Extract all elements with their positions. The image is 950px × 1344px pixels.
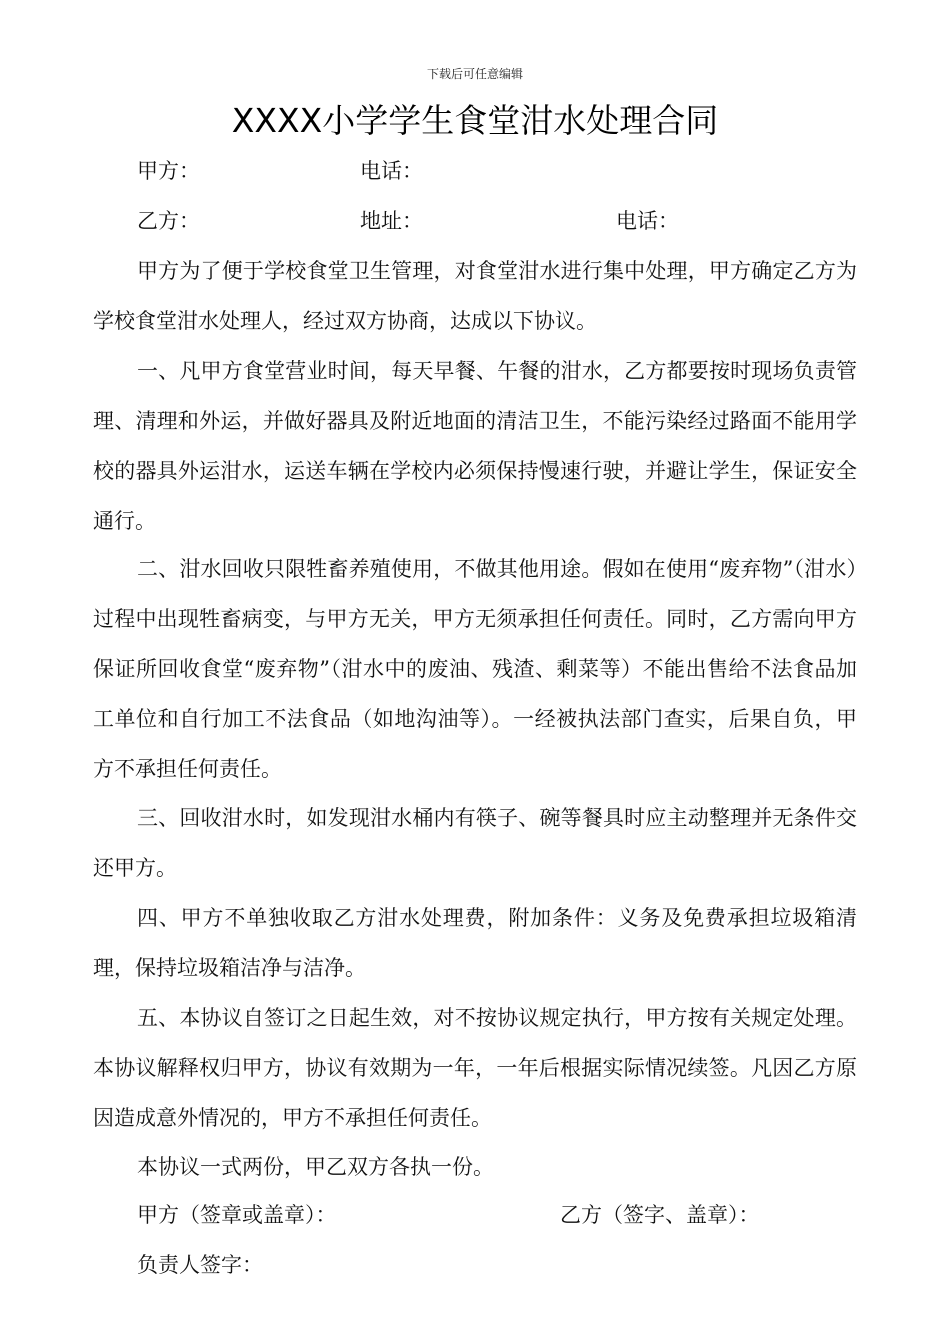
responsible-signature-label: 负责人签字： (137, 1253, 263, 1277)
clause-4-paragraph: 四、甲方不单独收取乙方泔水处理费，附加条件：义务及免费承担垃圾箱清理，保持垃圾箱洁净与洁净。 (93, 906, 857, 980)
party-a-signature-label: 甲方（签章或盖章）： (137, 1203, 337, 1227)
party-b-signature-label: 乙方（签字、盖章）： (560, 1203, 760, 1227)
clause-1-paragraph: 一、凡甲方食堂营业时间，每天早餐、午餐的泔水，乙方都要按时现场负责管理、清理和外运，并做好器具及附近地面的清洁卫生，不能污染经过路面不能用学校的器具外运泔水，运送车辆在学校内必须保持慢速行驶，并避让学生，保证安全通行。 (93, 359, 857, 533)
party-b-phone-label: 电话： (616, 209, 679, 233)
copies-paragraph: 本协议一式两份，甲乙双方各执一份。 (137, 1155, 494, 1179)
document-title: XXXX小学学生食堂泔水处理合同 (231, 101, 719, 140)
party-a-phone-label: 电话： (360, 159, 423, 183)
intro-paragraph: 甲方为了便于学校食堂卫生管理，对食堂泔水进行集中处理，甲方确定乙方为学校食堂泔水处理人，经过双方协商，达成以下协议。 (93, 259, 857, 333)
party-b-address-label: 地址： (360, 209, 423, 233)
party-a-label: 甲方： (137, 159, 200, 183)
header-note: 下载后可任意编辑 (426, 67, 523, 81)
clause-5-paragraph: 五、本协议自签订之日起生效，对不按协议规定执行，甲方按有关规定处理。本协议解释权归甲方，协议有效期为一年，一年后根据实际情况续签。凡因乙方原因造成意外情况的，甲方不承担任何责任。 (93, 1006, 857, 1130)
party-b-label: 乙方： (137, 209, 200, 233)
clause-3-paragraph: 三、回收泔水时，如发现泔水桶内有筷子、碗等餐具时应主动整理并无条件交还甲方。 (93, 806, 857, 880)
clause-2-paragraph: 二、泔水回收只限牲畜养殖使用，不做其他用途。假如在使用“废弃物”（泔水）过程中出现牲畜病变，与甲方无关，甲方无须承担任何责任。同时，乙方需向甲方保证所回收食堂“废弃物”（泔水中的废油、残渣、剩菜等）不能出售给不法食品加工单位和自行加工不法食品（如地沟油等）。一经被执法部门查实，后果自负，甲方不承担任何责任。 (93, 557, 857, 781)
